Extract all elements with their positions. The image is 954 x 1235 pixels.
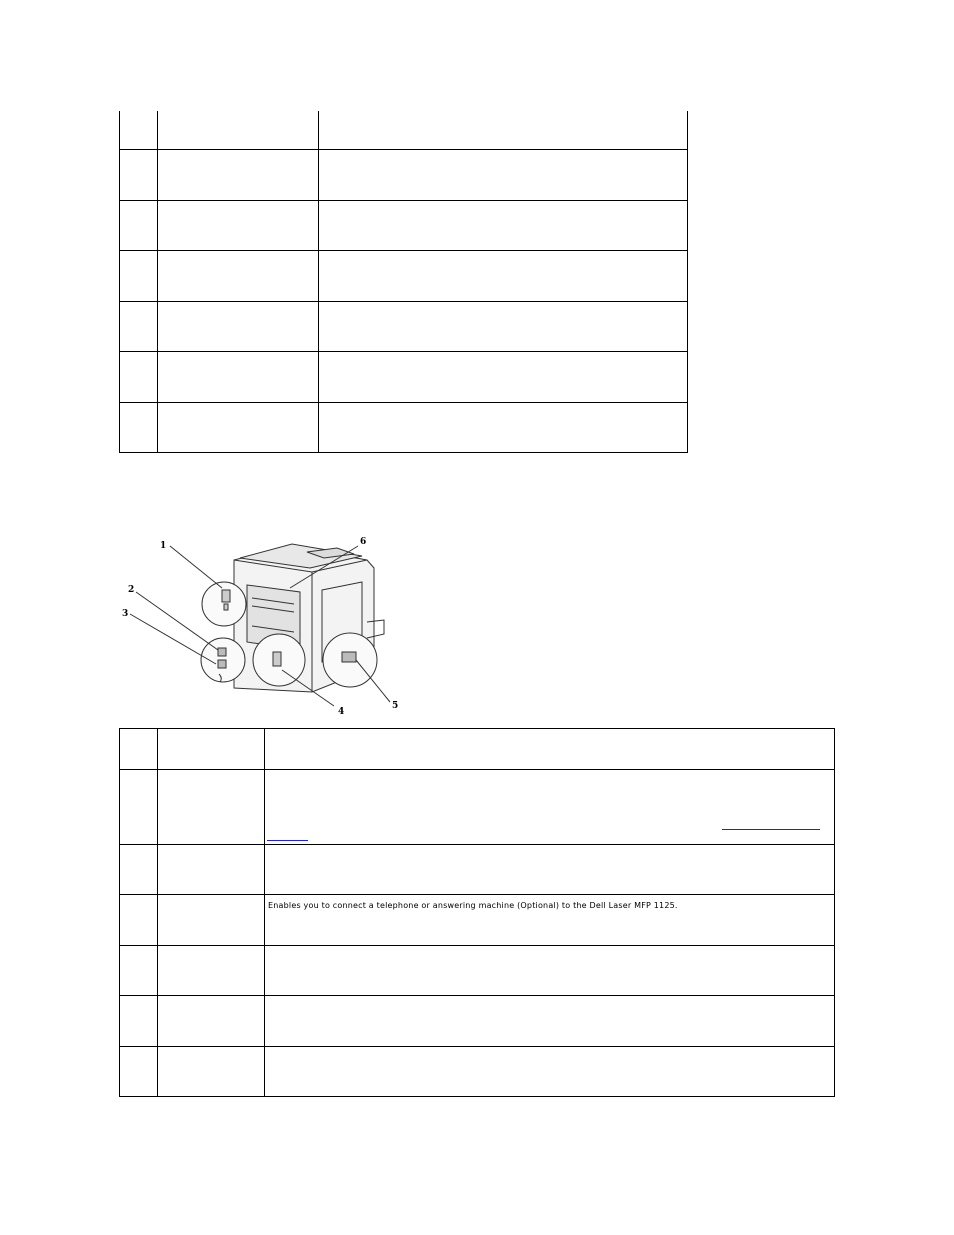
components-table-top — [119, 111, 688, 453]
hyperlink-underline[interactable] — [267, 840, 308, 841]
table-row — [120, 301, 688, 351]
table-row — [120, 1047, 835, 1097]
table-row — [120, 149, 688, 200]
callout-4: 4 — [338, 707, 345, 715]
callout-5: 5 — [392, 701, 399, 711]
table-row — [120, 402, 688, 452]
callout-6: 6 — [360, 537, 367, 547]
printer-rear-illustration — [122, 530, 412, 715]
table-row — [120, 895, 835, 946]
table-row — [120, 770, 835, 845]
callout-2: 2 — [128, 585, 135, 595]
callout-3: 3 — [122, 609, 129, 619]
table-row — [120, 996, 835, 1047]
table-row — [120, 729, 835, 770]
telephone-port-description: Enables you to connect a telephone or answering machine (Optional) to the Dell Laser MFP 1125. — [268, 901, 678, 910]
components-table-bottom — [119, 728, 835, 1097]
table-row — [120, 200, 688, 250]
table-row — [120, 351, 688, 402]
table-row — [120, 845, 835, 895]
table-row — [120, 111, 688, 149]
table-row — [120, 250, 688, 301]
callout-1: 1 — [160, 541, 167, 551]
hyperlink-underline[interactable] — [722, 829, 820, 830]
table-row — [120, 946, 835, 996]
printer-rear-view-figure — [122, 530, 412, 715]
